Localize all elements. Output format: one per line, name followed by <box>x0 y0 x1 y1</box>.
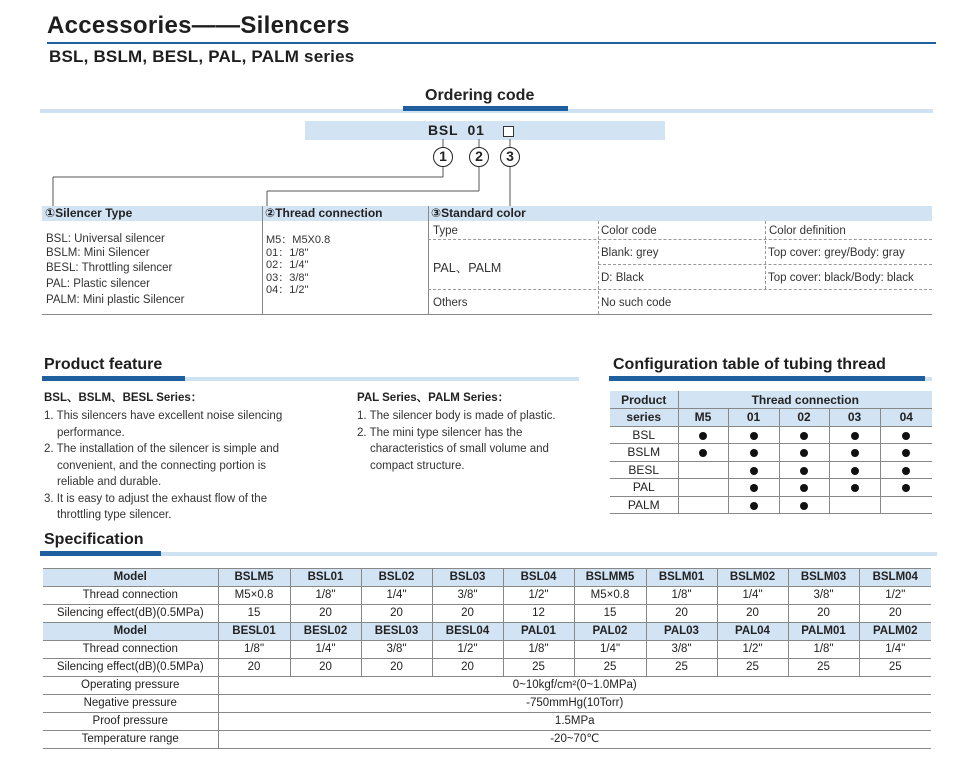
row-label: Negative pressure <box>43 695 218 713</box>
ordering-code-title: Ordering code <box>425 87 535 104</box>
available-dot-icon <box>851 432 859 440</box>
thread-connection-heading: ②Thread connection <box>262 206 428 221</box>
thread-cell: 1/8" <box>290 587 361 605</box>
table-row <box>610 391 932 409</box>
list-item: 2. The installation of the silencer is simple and <box>44 443 280 455</box>
list-item: 04：1/2" <box>266 284 309 296</box>
divider <box>262 206 263 315</box>
thread-cell: 1/2" <box>717 641 788 659</box>
silencer-type-heading: ①Silencer Type <box>42 206 262 221</box>
effect-cell: 20 <box>717 605 788 623</box>
availability-cell <box>779 426 829 444</box>
d-color-code: D: Black <box>601 272 644 284</box>
model-cell: BESL03 <box>361 623 432 641</box>
specification-table <box>43 568 931 749</box>
model-cell: PALM01 <box>788 623 859 641</box>
list-item: BSL: Universal silencer <box>46 233 165 245</box>
divider <box>765 221 766 289</box>
thread-cell: 1/4" <box>361 587 432 605</box>
effect-cell: 20 <box>290 659 361 677</box>
model-cell: BSL02 <box>361 569 432 587</box>
list-item: 2. The mini type silencer has the <box>357 426 523 439</box>
effect-cell: 15 <box>574 605 646 623</box>
availability-cell <box>678 496 728 514</box>
available-dot-icon <box>800 449 808 457</box>
list-item: 02：1/4" <box>266 259 309 271</box>
available-dot-icon <box>851 484 859 492</box>
silencer-type-list <box>46 232 184 307</box>
availability-cell <box>779 444 829 462</box>
table-bottom-rule <box>42 314 932 315</box>
available-dot-icon <box>750 449 758 457</box>
table-row <box>43 587 931 605</box>
order-code-text: BSL 01 <box>428 122 485 138</box>
list-item: 03：3/8" <box>266 271 309 284</box>
availability-cell <box>779 496 829 514</box>
spec-rule <box>40 552 937 556</box>
effect-cell: 20 <box>361 659 432 677</box>
thread-connection-list <box>266 234 330 297</box>
table-row <box>43 713 931 731</box>
row-label: Model <box>43 569 218 587</box>
column-header: 04 <box>880 409 932 427</box>
availability-cell <box>728 444 779 462</box>
effect-cell: 20 <box>432 605 503 623</box>
availability-cell <box>728 479 779 497</box>
available-dot-icon <box>699 449 707 457</box>
row-label: Silencing effect(dB)(0.5MPa) <box>43 659 218 677</box>
color-code-label: Color code <box>601 225 657 237</box>
effect-cell: 25 <box>788 659 859 677</box>
list-item: 3. It is easy to adjust the exhaust flow of the <box>44 492 268 505</box>
availability-cell <box>829 444 880 462</box>
specification-title: Specification <box>44 531 144 548</box>
spec-value: -20~70℃ <box>218 731 931 749</box>
thread-cell: 3/8" <box>361 641 432 659</box>
table-row <box>43 569 931 587</box>
list-item: BSLM: Mini Silencer <box>46 247 150 259</box>
effect-cell: 25 <box>503 659 574 677</box>
column-header: 01 <box>728 409 779 427</box>
available-dot-icon <box>902 449 910 457</box>
spec-value: 0~10kgf/cm²(0~1.0MPa) <box>218 677 931 695</box>
model-cell: BSLM03 <box>788 569 859 587</box>
availability-cell <box>728 461 779 479</box>
table-row <box>43 677 931 695</box>
effect-cell: 20 <box>859 605 931 623</box>
availability-cell <box>880 461 932 479</box>
spec-underline <box>40 551 161 556</box>
list-item: PAL: Plastic silencer <box>46 278 150 290</box>
available-dot-icon <box>851 449 859 457</box>
available-dot-icon <box>750 467 758 475</box>
table-row <box>43 623 931 641</box>
list-item: PALM: Mini plastic Silencer <box>46 294 185 306</box>
availability-cell <box>880 426 932 444</box>
available-dot-icon <box>902 432 910 440</box>
thread-cell: 1/8" <box>788 641 859 659</box>
thread-cell: 3/8" <box>788 587 859 605</box>
availability-cell <box>678 479 728 497</box>
available-dot-icon <box>851 467 859 475</box>
row-label: Proof pressure <box>43 713 218 731</box>
table-row <box>43 659 931 677</box>
feature-right-column <box>357 389 597 474</box>
marker-1: 1 <box>433 147 453 167</box>
thread-cell: 1/4" <box>859 641 931 659</box>
available-dot-icon <box>800 502 808 510</box>
others-type: Others <box>433 297 468 309</box>
availability-cell <box>779 461 829 479</box>
row-label: Thread connection <box>43 641 218 659</box>
effect-cell: 25 <box>859 659 931 677</box>
effect-cell: 20 <box>290 605 361 623</box>
divider <box>428 206 429 315</box>
standard-color-heading: ③Standard color <box>428 206 932 221</box>
blank-color-code: Blank: grey <box>601 247 659 259</box>
table-row <box>610 496 932 514</box>
page-title: Accessories——Silencers <box>47 12 350 39</box>
model-cell: PALM02 <box>859 623 931 641</box>
availability-cell <box>728 496 779 514</box>
availability-cell <box>829 496 880 514</box>
divider <box>598 221 599 314</box>
availability-cell <box>779 479 829 497</box>
model-cell: BSLM01 <box>646 569 717 587</box>
list-item: convenient, and the connecting portion is <box>57 459 267 472</box>
table-row <box>610 444 932 462</box>
thread-cell: 1/8" <box>218 641 290 659</box>
column-header: 02 <box>779 409 829 427</box>
feature-right-heading: PAL Series、PALM Series： <box>357 392 510 404</box>
series-name: BESL <box>610 461 678 479</box>
table-row <box>610 461 932 479</box>
list-item: performance. <box>57 426 125 439</box>
thread-cell: 1/4" <box>290 641 361 659</box>
config-table-title: Configuration table of tubing thread <box>613 356 886 373</box>
availability-cell <box>678 461 728 479</box>
thread-connection-label: Thread connection <box>678 391 932 409</box>
divider <box>428 239 932 240</box>
table-row <box>610 426 932 444</box>
model-cell: PAL04 <box>717 623 788 641</box>
model-cell: BSLM5 <box>218 569 290 587</box>
effect-cell: 25 <box>646 659 717 677</box>
available-dot-icon <box>750 484 758 492</box>
series-name: BSL <box>610 426 678 444</box>
product-feature-title: Product feature <box>44 356 163 373</box>
row-label: Thread connection <box>43 587 218 605</box>
available-dot-icon <box>750 502 758 510</box>
model-cell: PAL01 <box>503 623 574 641</box>
effect-cell: 25 <box>574 659 646 677</box>
feature-left-heading: BSL、BSLM、BESL Series： <box>44 392 203 404</box>
availability-cell <box>880 479 932 497</box>
availability-cell <box>880 444 932 462</box>
list-item: throttling type silencer. <box>57 509 172 521</box>
feature-underline <box>42 376 185 381</box>
table-row <box>43 695 931 713</box>
thread-cell: 1/2" <box>859 587 931 605</box>
model-cell: BESL01 <box>218 623 290 641</box>
model-cell: BSLM02 <box>717 569 788 587</box>
config-underline <box>609 376 925 381</box>
others-color-code: No such code <box>601 297 672 309</box>
model-cell: BSLMM5 <box>574 569 646 587</box>
effect-cell: 15 <box>218 605 290 623</box>
series-name: PAL <box>610 479 678 497</box>
availability-cell <box>880 496 932 514</box>
available-dot-icon <box>699 432 707 440</box>
availability-cell <box>678 444 728 462</box>
blank-color-definition: Top cover: grey/Body: gray <box>768 247 905 259</box>
available-dot-icon <box>902 467 910 475</box>
available-dot-icon <box>750 432 758 440</box>
effect-cell: 20 <box>432 659 503 677</box>
list-item: 1. The silencer body is made of plastic. <box>357 410 556 422</box>
available-dot-icon <box>902 484 910 492</box>
thread-cell: 1/2" <box>432 641 503 659</box>
series-name: BSLM <box>610 444 678 462</box>
model-cell: BESL04 <box>432 623 503 641</box>
effect-cell: 20 <box>788 605 859 623</box>
marker-3: 3 <box>500 147 520 167</box>
effect-cell: 25 <box>717 659 788 677</box>
thread-cell: 1/8" <box>646 587 717 605</box>
effect-cell: 20 <box>646 605 717 623</box>
column-header: 03 <box>829 409 880 427</box>
product-series-label: Product <box>610 391 678 409</box>
page-subtitle: BSL, BSLM, BESL, PAL, PALM series <box>49 47 355 66</box>
thread-cell: 3/8" <box>646 641 717 659</box>
available-dot-icon <box>800 467 808 475</box>
model-cell: BSL01 <box>290 569 361 587</box>
thread-cell: M5×0.8 <box>218 587 290 605</box>
effect-cell: 20 <box>361 605 432 623</box>
available-dot-icon <box>800 484 808 492</box>
divider <box>428 289 932 290</box>
row-label: Model <box>43 623 218 641</box>
availability-cell <box>728 426 779 444</box>
effect-cell: 20 <box>218 659 290 677</box>
available-dot-icon <box>800 432 808 440</box>
model-cell: BSLM04 <box>859 569 931 587</box>
availability-cell <box>829 426 880 444</box>
type-pal-palm: PAL、PALM <box>433 261 502 275</box>
feature-left-column <box>44 389 344 524</box>
thread-cell: 1/2" <box>503 587 574 605</box>
model-cell: PAL02 <box>574 623 646 641</box>
row-label: Operating pressure <box>43 677 218 695</box>
list-item: M5：M5X0.8 <box>266 234 331 246</box>
availability-cell <box>829 461 880 479</box>
table-row <box>43 605 931 623</box>
row-label: Silencing effect(dB)(0.5MPa) <box>43 605 218 623</box>
table-row <box>43 731 931 749</box>
table-row <box>43 641 931 659</box>
model-cell: BESL02 <box>290 623 361 641</box>
model-cell: BSL03 <box>432 569 503 587</box>
list-item: compact structure. <box>370 459 465 472</box>
marker-2: 2 <box>469 147 489 167</box>
thread-cell: 1/4" <box>574 641 646 659</box>
table-row <box>610 479 932 497</box>
list-item: 01：1/8" <box>266 246 309 259</box>
list-item: reliable and durable. <box>57 476 162 488</box>
effect-cell: 12 <box>503 605 574 623</box>
list-item: 1. This silencers have excellent noise silencing <box>44 410 283 422</box>
config-table <box>610 391 932 514</box>
d-color-definition: Top cover: black/Body: black <box>768 272 914 284</box>
model-cell: BSL04 <box>503 569 574 587</box>
type-label: Type <box>433 225 458 237</box>
list-item: characteristics of small volume and <box>370 443 549 455</box>
availability-cell <box>829 479 880 497</box>
color-definition-label: Color definition <box>769 225 846 237</box>
thread-cell: 1/8" <box>503 641 574 659</box>
list-item: BESL: Throttling silencer <box>46 262 173 274</box>
thread-cell: M5×0.8 <box>574 587 646 605</box>
table-row <box>610 409 932 427</box>
model-cell: PAL03 <box>646 623 717 641</box>
availability-cell <box>678 426 728 444</box>
thread-cell: 1/4" <box>717 587 788 605</box>
product-series-label: series <box>610 409 678 427</box>
series-name: PALM <box>610 496 678 514</box>
thread-cell: 3/8" <box>432 587 503 605</box>
column-header: M5 <box>678 409 728 427</box>
spec-value: -750mmHg(10Torr) <box>218 695 931 713</box>
row-label: Temperature range <box>43 731 218 749</box>
spec-value: 1.5MPa <box>218 713 931 731</box>
